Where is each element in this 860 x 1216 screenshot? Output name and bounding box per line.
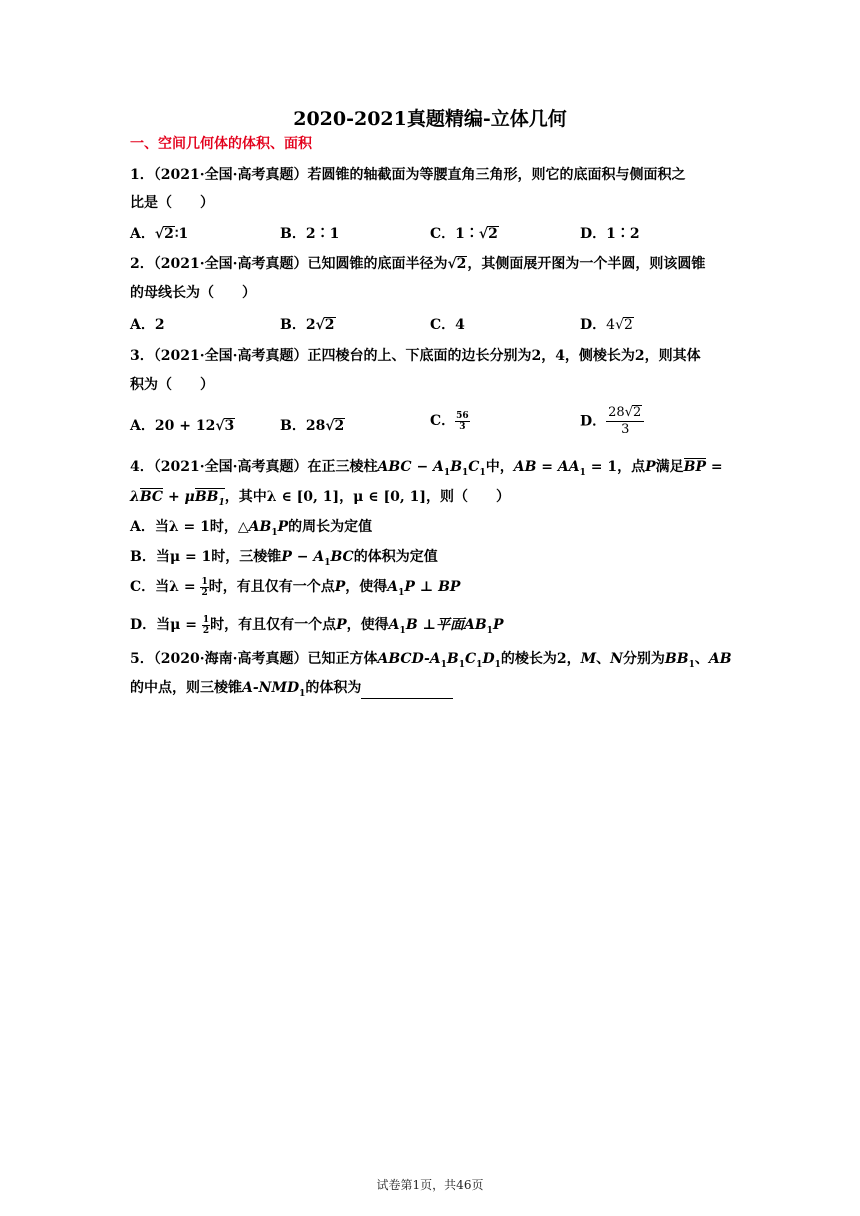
q4-stem-line1: 4．（2021·全国·高考真题）在正三棱柱ABC − $A_1B_1C_1$中，AB = $AA_1 = 1$，点P满足BP =: [130, 459, 723, 478]
q1-option-d: D．1∶2: [580, 226, 640, 242]
q2-option-c: C．4: [430, 317, 465, 333]
q2-option-d: D．4√2: [580, 317, 633, 333]
q3-stem-line1: 3．（2021·全国·高考真题）正四棱台的上、下底面的边长分别为2，4，侧棱长为2，则其体: [130, 348, 701, 364]
q2-option-a: A．2: [130, 317, 165, 333]
q2-option-b: B．2√2: [280, 317, 335, 333]
q3-stem-line2: 积为（ ）: [130, 377, 214, 393]
q5-answer-blank: [361, 684, 453, 699]
section-heading: 一、空间几何体的体积、面积: [130, 136, 312, 152]
q5-stem-line1: 5．（2020·海南·高考真题）已知正方体ABCD-$A_1B_1C_1D_1$的棱长为2，M、N分别为$BB_1$、AB: [130, 651, 732, 670]
q4-stem-line2: λBC + μBB$_1$，其中λ ∈ [0, 1]，μ ∈ [0, 1]，则（ ）: [130, 489, 510, 508]
q1-option-b: B．2∶1: [280, 226, 340, 242]
q3-option-c: C． $\frac{56}{3}$: [430, 410, 469, 432]
q4-option-c: C．当λ = $\frac{1}{2}$ 时，有且仅有一个点P，使得$A_1P$ ⊥ BP: [130, 576, 461, 598]
q1-stem-line2: 比是（ ）: [130, 195, 214, 211]
q1-option-c: C．1∶√2: [430, 226, 498, 242]
q4-option-a: A．当λ = 1时，$\triangle AB_1P$的周长为定值: [130, 519, 373, 538]
q1-stem-line1: 1．（2021·全国·高考真题）若圆锥的轴截面为等腰直角三角形，则它的底面积与侧面积之: [130, 167, 686, 183]
q4-option-b: B．当μ = 1时，三棱锥$P - A_1BC$的体积为定值: [130, 549, 438, 568]
q2-stem-line1: 2．（2021·全国·高考真题）已知圆锥的底面半径为√2，其侧面展开图为一个半圆，则该圆锥: [130, 256, 706, 272]
page-footer: 试卷第1页，共46页: [376, 1178, 484, 1192]
q5-stem-line2: 的中点，则三棱锥$A-NMD_1$的体积为: [130, 677, 453, 699]
q3-option-a: A．20 + 12√3: [130, 418, 235, 434]
q2-stem-line2: 的母线长为（ ）: [130, 285, 256, 301]
q3-option-d: D． $\frac{28√2}{3}$: [580, 405, 644, 438]
page-title: 2020-2021真题精编-立体几何: [293, 108, 567, 130]
q4-option-d: D．当μ = $\frac{1}{2}$ 时，有且仅有一个点P，使得$A_1B$ ⊥平面$AB_1P$: [130, 614, 504, 636]
q3-option-b: B．28√2: [280, 418, 345, 434]
q1-option-a: A．√2∶1: [130, 226, 189, 242]
